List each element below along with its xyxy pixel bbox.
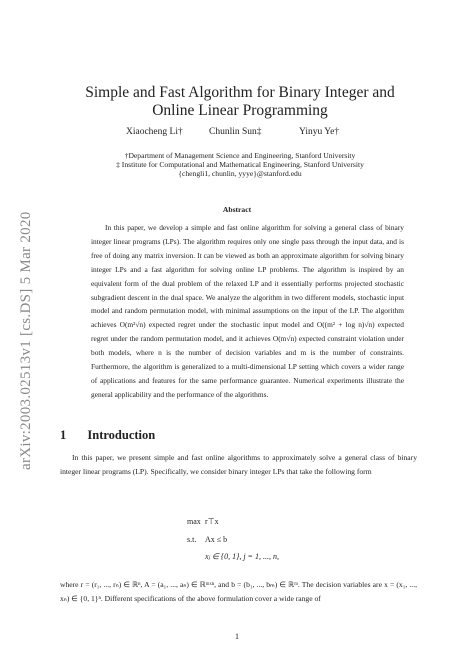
abstract-heading: Abstract bbox=[222, 205, 252, 214]
section-title: Introduction bbox=[87, 428, 156, 442]
eq-constraint: Ax ≤ b bbox=[205, 535, 228, 544]
abstract-body: In this paper, we develop a simple and fast online algorithm for solving a general class of binary integer linear programs (LPs). The algorithm requires only one single pass through the input data, and is free of doing any matrix inversion. It can be viewed as both an approximate algorithm for solving binary integer LPs and a fast algorithm for solving online LP problems. The algorithm is inspired by an equivalent form of the dual problem of the relaxed LP and it essentially performs projected stochastic subgradient descent in the dual space. We analyze the algorithm in two different models, stochastic input model and random permutation model, with minimal assumptions on the input of the LP. The algorithm achieves O(m²√n) expected regret under the stochastic input model and O((m² + log n)√n) expected regret under the random permutation model, and it achieves O(m√n) expected constraint violation under both models, where n is the number of decision variables and m is the number of constraints. Furthermore, the algorithm is generalized to a multi-dimensional LP setting which covers a wider range of applications and features for the same performance guarantee. Numerical experiments illustrate the general applicability and the performance of the algorithms. bbox=[91, 223, 404, 399]
section-heading bbox=[60, 428, 155, 443]
author-2: Chunlin Sun‡ bbox=[209, 127, 262, 137]
author-3: Yinyu Ye† bbox=[299, 127, 340, 137]
eq-max-label: max bbox=[187, 517, 201, 526]
eq-objective: r⊤x bbox=[205, 517, 219, 526]
affiliation-2: ‡ Institute for Computational and Mathematical Engineering, Stanford University bbox=[116, 160, 364, 170]
author-1: Xiaocheng Li† bbox=[126, 127, 183, 137]
affiliation-1: †Department of Management Science and Engineering, Stanford University bbox=[124, 151, 356, 160]
intro-paragraph: In this paper, we present simple and fast online algorithms to approximately solve a general class of binary integer linear programs (LP). Specifically, we consider binary integer LPs that take the following form bbox=[60, 453, 417, 476]
page-number: 1 bbox=[235, 632, 239, 641]
section-number: 1 bbox=[60, 428, 67, 442]
eq-domain: xⱼ ∈ {0, 1}, j = 1, ..., n, bbox=[205, 552, 279, 561]
paper-title: Simple and Fast Algorithm for Binary Integer and Online Linear Programming bbox=[85, 84, 395, 119]
eq-st-label: s.t. bbox=[187, 535, 197, 544]
affiliations bbox=[60, 151, 420, 179]
arxiv-identifier: arXiv:2003.02513v1 [cs.DS] 5 Mar 2020 bbox=[18, 211, 34, 470]
author-emails: {chengli1, chunlin, yyye}@stanford.edu bbox=[178, 169, 302, 179]
definitions-paragraph: where r = (r₁, ..., rₙ) ∈ ℝⁿ, A = (a₁, ..., aₙ) ∈ ℝᵐˣⁿ, and b = (b₁, ..., bₘ) ∈ ℝᵐ. The decision variables are x = (x₁, ..., xₙ) ∈ {0, 1}ⁿ. Different specifications of the above formulation cover a wide range of bbox=[60, 580, 417, 603]
